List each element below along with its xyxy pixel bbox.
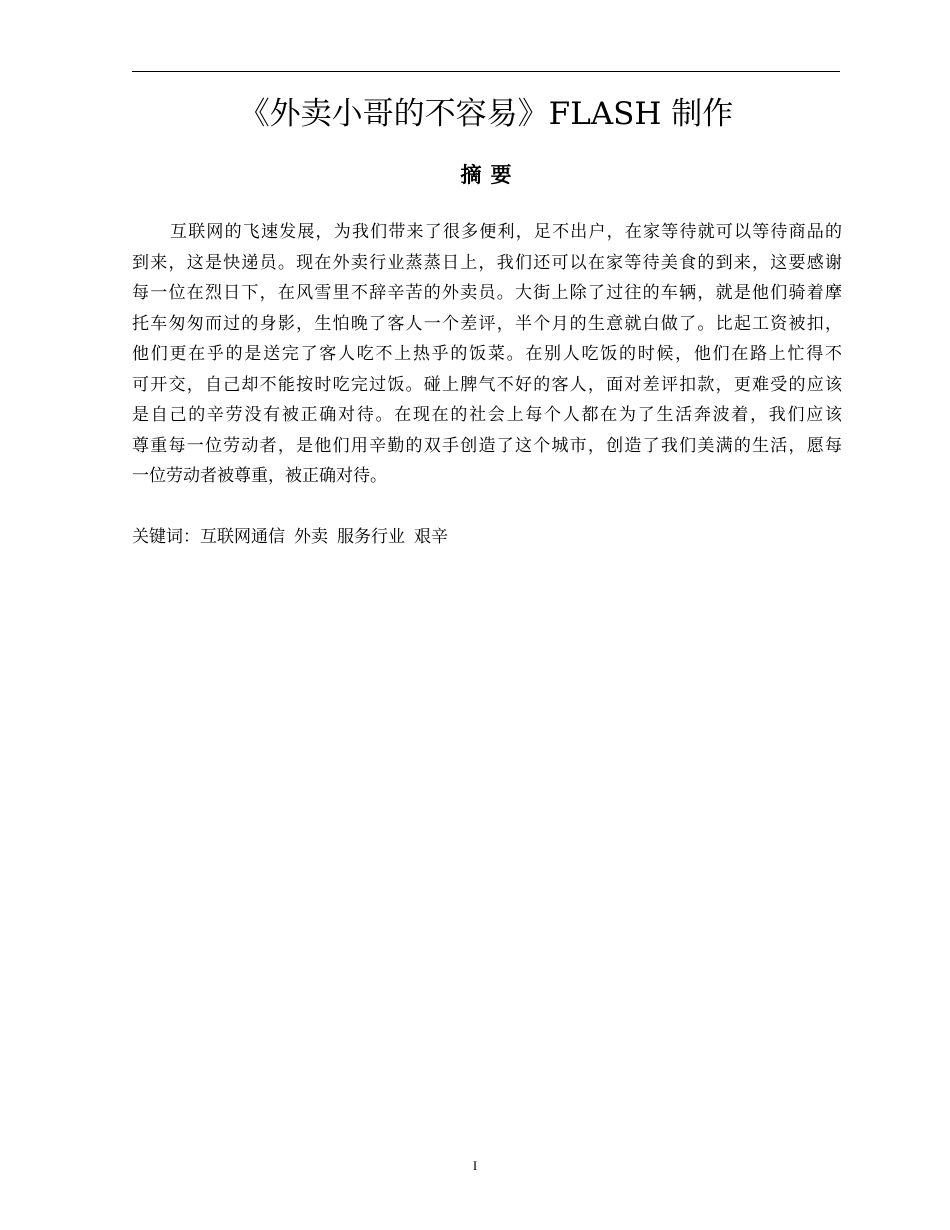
- keywords-line: [132, 522, 840, 552]
- abstract-line: 尊重每一位劳动者，是他们用辛勤的双手创造了这个城市，创造了我们美满的生活，愿每: [132, 435, 842, 456]
- abstract-line: 可开交，自己却不能按时吃完过饭。碰上脾气不好的客人，面对差评扣款，更难受的应该: [132, 374, 842, 395]
- abstract-line: 一位劳动者被尊重，被正确对待。: [132, 466, 387, 486]
- page-number: I: [472, 1158, 478, 1173]
- document-title: 《外卖小哥的不容易》FLASH 制作: [238, 96, 734, 132]
- keyword: 艰辛: [414, 527, 448, 547]
- header-rule: [132, 71, 840, 72]
- abstract-line: 到来，这是快递员。现在外卖行业蒸蒸日上，我们还可以在家等待美食的到来，这要感谢: [132, 252, 842, 273]
- abstract-line: 托车匆匆而过的身影，生怕晚了客人一个差评，半个月的生意就白做了。比起工资被扣，: [132, 313, 842, 334]
- abstract-line: 每一位在烈日下，在风雪里不辞辛苦的外卖员。大街上除了过往的车辆，就是他们骑着摩: [132, 283, 842, 303]
- keywords-label: 关键词：: [132, 527, 200, 547]
- abstract-line: 互联网的飞速发展，为我们带来了很多便利，足不出户，在家等待就可以等待商品的: [170, 222, 842, 242]
- keyword: 互联网通信: [200, 527, 285, 547]
- abstract-body: [132, 217, 842, 492]
- abstract-line: 是自己的辛劳没有被正确对待。在现在的社会上每个人都在为了生活奔波着，我们应该: [132, 405, 842, 425]
- abstract-line: 他们更在乎的是送完了客人吃不上热乎的饭菜。在别人吃饭的时候，他们在路上忙得不: [132, 344, 842, 364]
- abstract-heading: 摘要: [460, 162, 521, 187]
- keyword: 服务行业: [337, 527, 405, 547]
- keyword: 外卖: [294, 527, 328, 547]
